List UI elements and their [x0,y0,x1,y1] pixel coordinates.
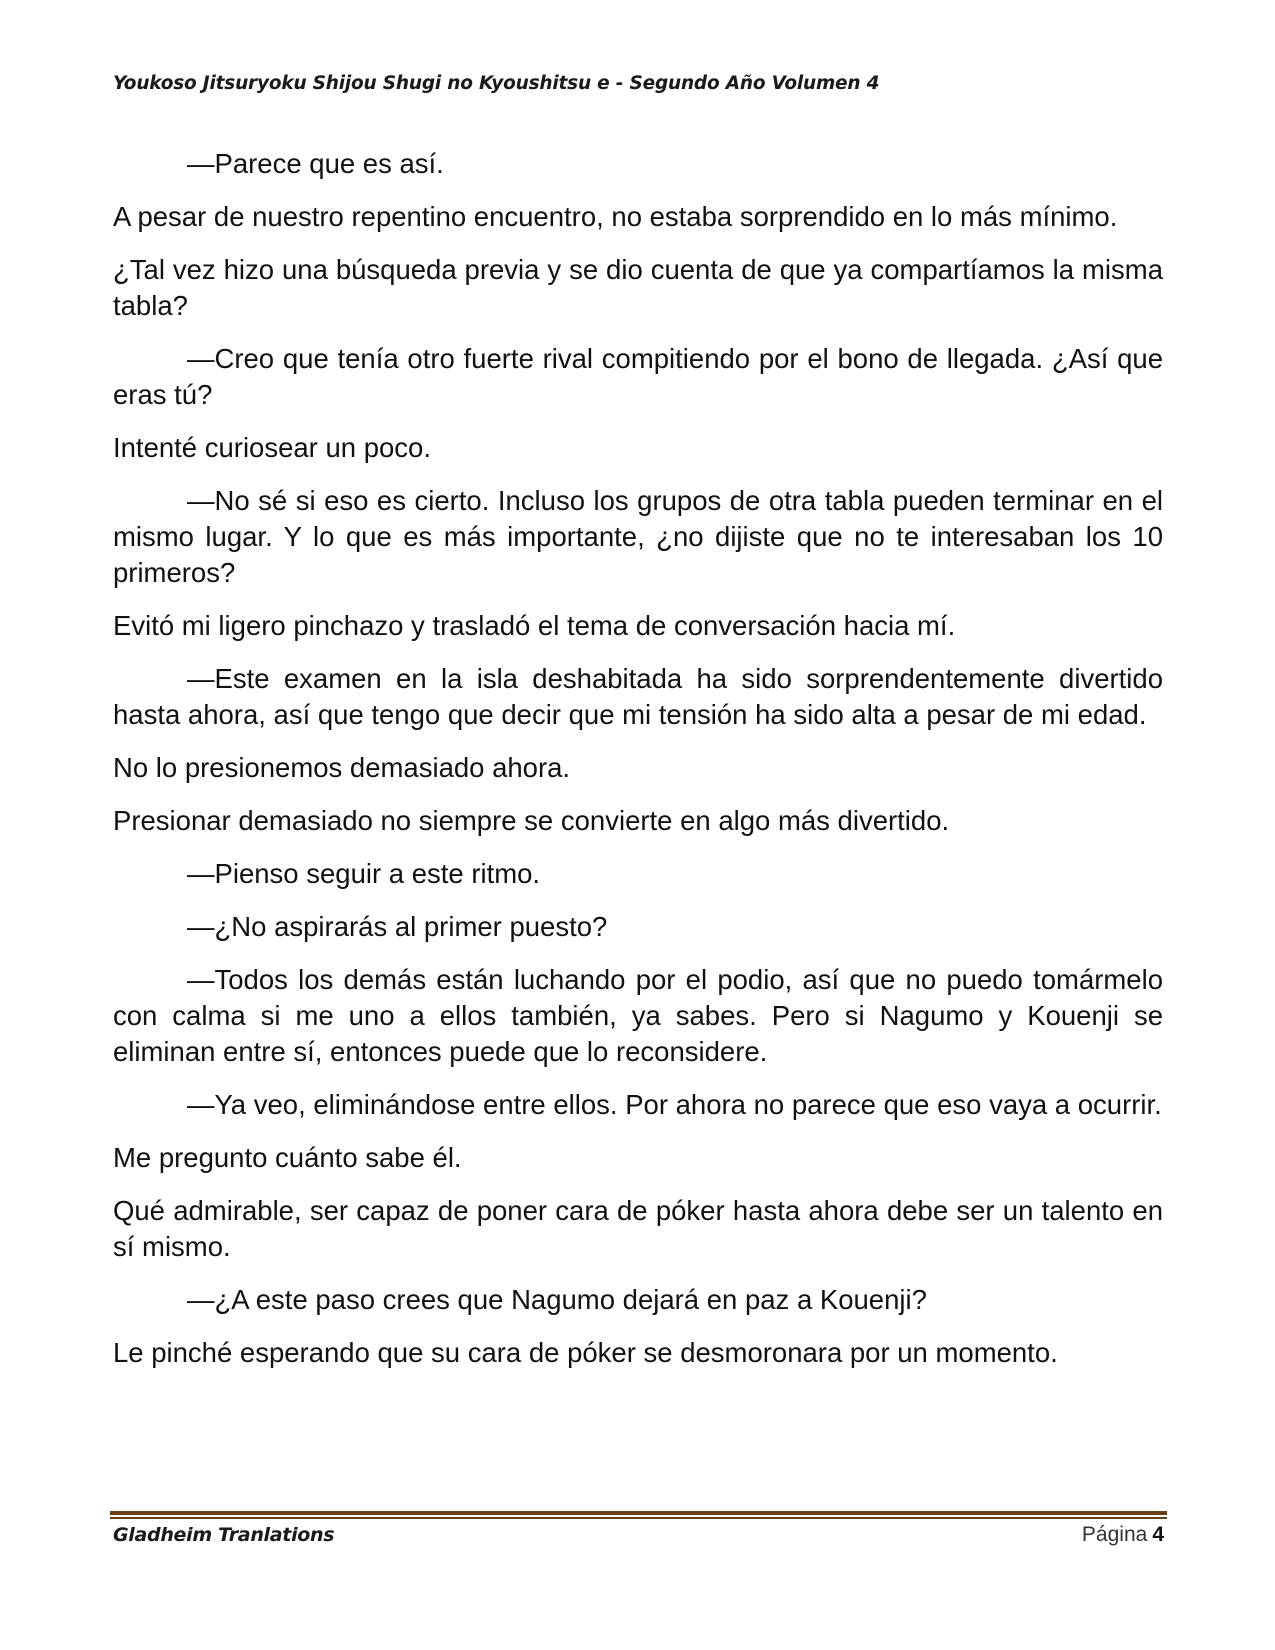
paragraph: —Pienso seguir a este ritmo. [187,858,541,889]
footer-credit: Gladheim Tranlations [113,1524,335,1546]
paragraph: —No sé si eso es cierto. Incluso los grupos de otra tabla pueden terminar en el mismo lugar. Y lo que es más importante, ¿no dijiste que no te interesaban los 10 primeros? [113,485,1163,588]
paragraph: —¿No aspirarás al primer puesto? [187,911,608,942]
paragraph: —Parece que es así. [187,148,444,179]
paragraph: ¿Tal vez hizo una búsqueda previa y se dio cuenta de que ya compartíamos la misma tabla? [113,254,1163,321]
footer-divider [110,1511,1167,1519]
paragraph: Evitó mi ligero pinchazo y trasladó el tema de conversación hacia mí. [113,610,956,641]
paragraph: —Ya veo, eliminándose entre ellos. Por ahora no parece que eso vaya a ocurrir. [187,1089,1162,1120]
paragraph: Presionar demasiado no siempre se convierte en algo más divertido. [113,805,950,836]
paragraph: No lo presionemos demasiado ahora. [113,752,571,783]
footer-divider-thick [110,1511,1167,1515]
paragraph: Qué admirable, ser capaz de poner cara de póker hasta ahora debe ser un talento en sí mismo. [113,1195,1163,1262]
body-text [113,146,1163,1388]
paragraph: —Todos los demás están luchando por el podio, así que no puedo tomármelo con calma si me uno a ellos también, ya sabes. Pero si Nagumo y Kouenji se eliminan entre sí, entonces puede que lo reconsidere. [113,964,1163,1067]
paragraph: Le pinché esperando que su cara de póker se desmoronara por un momento. [113,1337,1058,1368]
page-number-block [1082,1523,1164,1547]
paragraph: —Creo que tenía otro fuerte rival compitiendo por el bono de llegada. ¿Así que eras tú? [113,343,1163,410]
paragraph: A pesar de nuestro repentino encuentro, no estaba sorprendido en lo más mínimo. [113,201,1118,232]
paragraph: Intenté curiosear un poco. [113,432,431,463]
page-number: 4 [1152,1523,1164,1546]
paragraph: —Este examen en la isla deshabitada ha sido sorprendentemente divertido hasta ahora, así que tengo que decir que mi tensión ha sido alta a pesar de mi edad. [113,663,1163,730]
page-label: Página [1081,1523,1148,1546]
footer-divider-thin [110,1517,1167,1519]
running-header: Youkoso Jitsuryoku Shijou Shugi no Kyoushitsu e - Segundo Año Volumen 4 [113,73,880,94]
paragraph: —¿A este paso crees que Nagumo dejará en paz a Kouenji? [187,1284,927,1315]
paragraph: Me pregunto cuánto sabe él. [113,1142,462,1173]
